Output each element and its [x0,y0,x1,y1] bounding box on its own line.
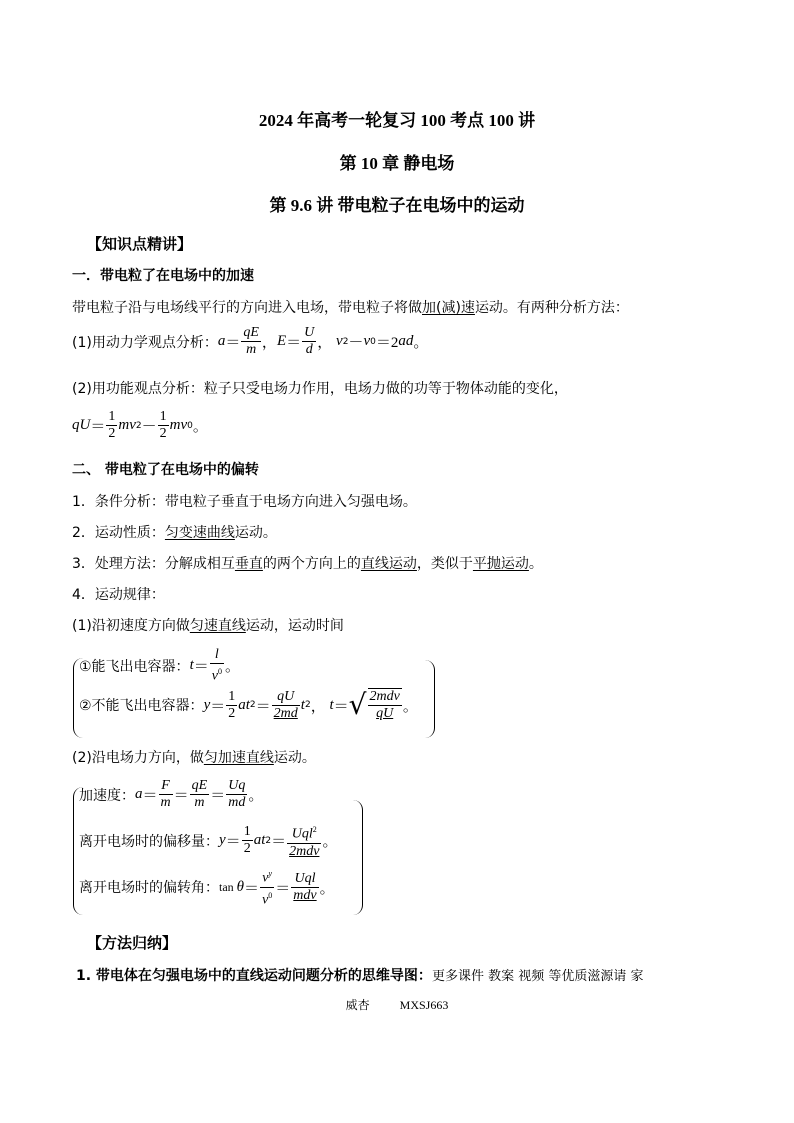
p3-mid: 的两个方向上的 [262,556,361,572]
fraction-qE-m-2: $\frac{qE}{m}$ [191,778,208,810]
fraction-vy-v0: $\frac{v^y}{v^0}$ [260,866,274,908]
method1-tail: 更多课件 教案 视频 等优质滋源请 家 [431,969,644,984]
energy-method-line: (2)用功能观点分析：粒子只受电场力作用，电场力做的功等于物体动能的变化， [72,381,568,397]
s2-pre: (2)沿电场力方向，做 [72,750,204,766]
p2-underline: 匀变速曲线 [164,525,235,541]
section1-intro [72,297,629,317]
p3-mid2: ，类似于 [416,556,473,572]
initial-velocity-direction [72,615,344,635]
fraction-U-d: $\frac{U}{d}$ [304,325,315,357]
energy-formula-line: qU ＝ $\frac{1}{2}$ mv 2 － $\frac{1}{2}$ mv 0 。 [72,409,208,441]
disp-label: 离开电场时的偏移量： [79,833,219,850]
fraction-Uql2-2mdv: $\frac{Uql^2}{\text{2mdv}}$ [287,822,321,860]
s1-underline: 匀速直线 [189,618,246,634]
fraction-qE-m: $\frac{qE}{m}$ [243,325,259,357]
p3-underline-2: 直线运动 [360,556,417,572]
angle-label: 离开电场时的偏转角： [79,880,219,897]
motion-laws: 4．运动规律： [72,587,165,603]
fraction-2mdv-qU: $\frac{\text{2mdv}}{qU}$ [369,689,400,721]
section1-heading: 一．带电粒了在电场中的加速 [72,268,254,284]
fraction-Uql-mdv: $\frac{\text{Uql}}{\text{mdv}}$ [293,870,317,903]
case1-label: ①能飞出电容器： [79,658,190,675]
intro-text: 带电粒子沿与电场线平行的方向进入电场，带电粒子将做 [72,300,422,316]
chapter-title: 第 10 章 静电场 [339,154,455,173]
method-item-1 [76,965,643,985]
acc-label: 加速度： [79,787,135,804]
processing-method [72,553,543,573]
section2-heading: 二、 带电粒了在电场中的偏转 [72,462,259,478]
acceleration-line: 加速度： a ＝ $\frac{F}{m}$ ＝ $\frac{qE}{m}$ ＝ $\frac{Uq}{md}$ 。 [79,778,264,810]
fraction-l-v0: $\frac{l}{v^0}$ [211,647,222,684]
sqrt-sign: √ [348,688,367,721]
p2-post: 运动。 [234,525,277,541]
case2-label: ②不能飞出电容器： [79,698,204,714]
fraction-half-2: $\frac{1}{2}$ [159,409,167,441]
p3-post: 。 [528,556,543,572]
deflection-angle-line: 离开电场时的偏转角： tan θ ＝ $\frac{v^y}{v^0}$ ＝ $\frac{\text{Uql}}{\text{mdv}}$ 。 [79,866,335,908]
right-brace-1 [424,660,435,738]
case-fly-out: ①能飞出电容器： t ＝ $\frac{l}{v^0}$ 。 [79,647,240,684]
main-title: 2024 年高考一轮复习 100 考点 100 讲 [258,111,536,130]
condition-analysis: 1．条件分析：带电粒子垂直于电场方向进入匀强电场。 [72,494,417,510]
intro-text-end: 运动。有两种分析方法： [474,300,629,316]
fraction-Uq-md: $\frac{Uq}{md}$ [228,778,246,810]
method1-bold: 1. 带电体在匀强电场中的直线运动问题分析的思维导图： [76,968,432,984]
fraction-half-3: $\frac{1}{2}$ [228,688,236,721]
s1-pre: (1)沿初速度方向做 [72,618,190,634]
intro-underline: 加(减)速 [422,300,475,316]
motion-nature [72,522,277,542]
footer-line: 威杏 MXSJ663 [345,998,449,1012]
field-force-direction [72,747,316,767]
fraction-qU-2md: $\frac{qU}{2md}$ [273,688,298,721]
fraction-half-4: $\frac{1}{2}$ [243,824,251,857]
dynamics-formula-line: (1)用动力学观点分析： a ＝ $\frac{qE}{m}$ ， E ＝ $\frac{U}{d}$ ， v 2 － v 0 ＝2 ad 。 [72,325,429,357]
method-header: 【方法归纳】 [87,934,178,952]
p2-pre: 2．运动性质： [72,525,165,541]
s2-post: 运动。 [273,750,316,766]
knowledge-header: 【知识点精讲】 [87,235,193,253]
fraction-F-m: $\frac{F}{m}$ [160,778,171,810]
case-not-fly-out: ②不能飞出电容器： y ＝ $\frac{1}{2}$ at 2 ＝ $\frac{qU}{2md}$ t 2 ， t ＝ √ $\frac{\text{2mdv}}{qU}$ 。 [79,688,418,721]
p3-pre: 3．处理方法：分解成相互 [72,556,235,572]
displacement-line: 离开电场时的偏移量： y ＝ $\frac{1}{2}$ at 2 ＝ $\frac{Uql^2}{\text{2mdv}}$ 。 [79,822,337,860]
fraction-half-1: $\frac{1}{2}$ [108,409,116,441]
lecture-title: 第 9.6 讲 带电粒子在电场中的运动 [269,196,525,215]
s2-underline: 匀加速直线 [203,750,274,766]
s1-post: 运动，运动时间 [245,618,344,634]
p3-underline-3: 平抛运动 [472,556,529,572]
item1-label: (1)用动力学观点分析： [72,334,218,351]
right-brace-2 [352,800,363,915]
p3-underline-1: 垂直 [234,556,263,572]
